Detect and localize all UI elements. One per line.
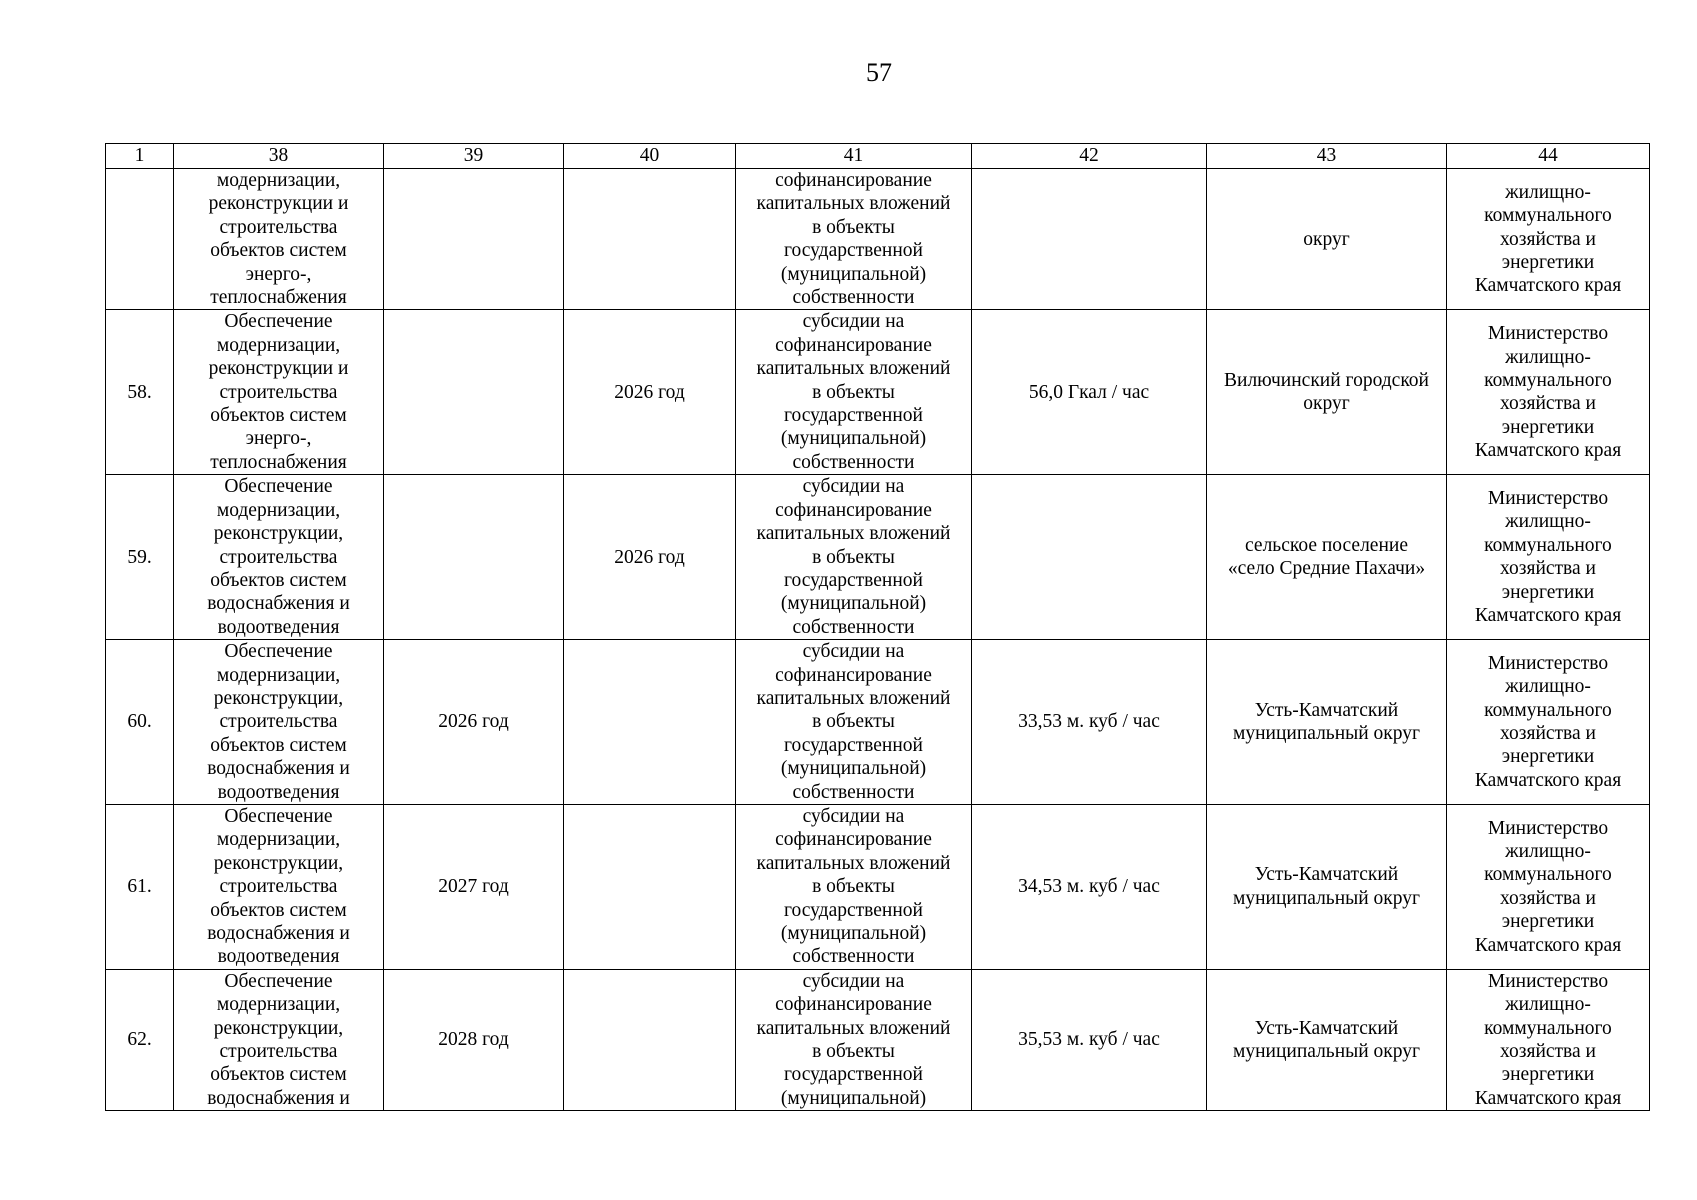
- col-40-cell: [564, 169, 736, 310]
- header-row: [106, 144, 1650, 169]
- municipality-cell: округ: [1207, 169, 1447, 310]
- municipality-cell: Усть-Камчатский муниципальный округ: [1207, 640, 1447, 805]
- col-40-cell: [564, 969, 736, 1110]
- table-row: [106, 640, 1650, 805]
- header-cell-col-42: 42: [972, 144, 1207, 169]
- municipality-cell: Усть-Камчатский муниципальный округ: [1207, 969, 1447, 1110]
- table-row: [106, 310, 1650, 475]
- col-39-cell: 2028 год: [384, 969, 564, 1110]
- row-number-cell: 62.: [106, 969, 174, 1110]
- capacity-cell: 34,53 м. куб / час: [972, 804, 1207, 969]
- capacity-cell: 33,53 м. куб / час: [972, 640, 1207, 805]
- event-name-cell: модернизации, реконструкции и строительства объектов систем энерго-, теплоснабжения: [174, 169, 384, 310]
- municipality-cell: сельское поселение «село Средние Пахачи»: [1207, 475, 1447, 640]
- col-40-cell: 2026 год: [564, 475, 736, 640]
- table-row: [106, 475, 1650, 640]
- col-39-cell: 2026 год: [384, 640, 564, 805]
- col-40-cell: [564, 640, 736, 805]
- table-row: [106, 169, 1650, 310]
- responsible-cell: Министерство жилищно- коммунального хозяйства и энергетики Камчатского края: [1447, 640, 1650, 805]
- col-40-cell: 2026 год: [564, 310, 736, 475]
- funding-type-cell: субсидии на софинансирование капитальных вложений в объекты государственной (муниципальной) собственности: [736, 475, 972, 640]
- funding-type-cell: субсидии на софинансирование капитальных вложений в объекты государственной (муниципальной) собственности: [736, 640, 972, 805]
- header-cell-col-44: 44: [1447, 144, 1650, 169]
- table-row: [106, 969, 1650, 1110]
- row-number-cell: 58.: [106, 310, 174, 475]
- responsible-cell: Министерство жилищно- коммунального хозяйства и энергетики Камчатского края: [1447, 969, 1650, 1110]
- responsible-cell: жилищно- коммунального хозяйства и энергетики Камчатского края: [1447, 169, 1650, 310]
- header-cell-col-1: 1: [106, 144, 174, 169]
- table-row: [106, 804, 1650, 969]
- capacity-cell: [972, 475, 1207, 640]
- capacity-cell: [972, 169, 1207, 310]
- responsible-cell: Министерство жилищно- коммунального хозяйства и энергетики Камчатского края: [1447, 310, 1650, 475]
- header-cell-col-40: 40: [564, 144, 736, 169]
- capacity-cell: 56,0 Гкал / час: [972, 310, 1207, 475]
- funding-type-cell: субсидии на софинансирование капитальных вложений в объекты государственной (муниципальной): [736, 969, 972, 1110]
- col-39-cell: [384, 169, 564, 310]
- header-cell-col-38: 38: [174, 144, 384, 169]
- responsible-cell: Министерство жилищно- коммунального хозяйства и энергетики Камчатского края: [1447, 804, 1650, 969]
- municipality-cell: Вилючинский городской округ: [1207, 310, 1447, 475]
- event-name-cell: Обеспечение модернизации, реконструкции, строительства объектов систем водоснабжения и водоотведения: [174, 640, 384, 805]
- row-number-cell: [106, 169, 174, 310]
- program-table: [105, 143, 1650, 1111]
- funding-type-cell: субсидии на софинансирование капитальных вложений в объекты государственной (муниципальной) собственности: [736, 804, 972, 969]
- header-cell-col-39: 39: [384, 144, 564, 169]
- header-cell-col-41: 41: [736, 144, 972, 169]
- responsible-cell: Министерство жилищно- коммунального хозяйства и энергетики Камчатского края: [1447, 475, 1650, 640]
- funding-type-cell: субсидии на софинансирование капитальных вложений в объекты государственной (муниципальной) собственности: [736, 310, 972, 475]
- header-cell-col-43: 43: [1207, 144, 1447, 169]
- row-number-cell: 61.: [106, 804, 174, 969]
- event-name-cell: Обеспечение модернизации, реконструкции, строительства объектов систем водоснабжения и водоотведения: [174, 804, 384, 969]
- capacity-cell: 35,53 м. куб / час: [972, 969, 1207, 1110]
- row-number-cell: 60.: [106, 640, 174, 805]
- funding-type-cell: софинансирование капитальных вложений в объекты государственной (муниципальной) собственности: [736, 169, 972, 310]
- event-name-cell: Обеспечение модернизации, реконструкции, строительства объектов систем водоснабжения и: [174, 969, 384, 1110]
- row-number-cell: 59.: [106, 475, 174, 640]
- col-39-cell: [384, 475, 564, 640]
- col-39-cell: 2027 год: [384, 804, 564, 969]
- col-39-cell: [384, 310, 564, 475]
- event-name-cell: Обеспечение модернизации, реконструкции и строительства объектов систем энерго-, теплоснабжения: [174, 310, 384, 475]
- event-name-cell: Обеспечение модернизации, реконструкции, строительства объектов систем водоснабжения и водоотведения: [174, 475, 384, 640]
- col-40-cell: [564, 804, 736, 969]
- municipality-cell: Усть-Камчатский муниципальный округ: [1207, 804, 1447, 969]
- page-number: 57: [866, 58, 892, 87]
